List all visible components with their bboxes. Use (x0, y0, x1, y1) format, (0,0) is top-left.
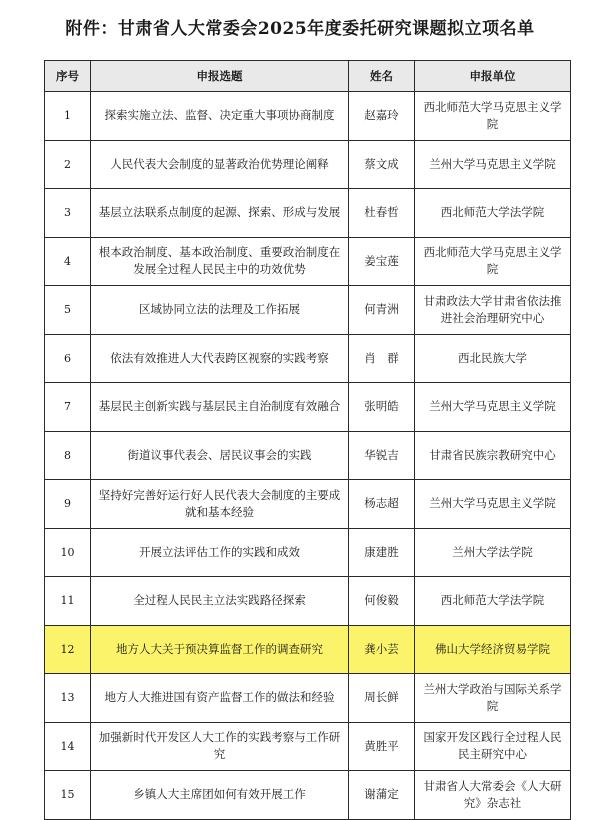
row-unit: 国家开发区践行全过程人民民主研究中心 (415, 722, 571, 771)
row-name: 龚小芸 (349, 625, 415, 674)
table-row (45, 431, 571, 480)
row-unit: 佛山大学经济贸易学院 (415, 625, 571, 674)
row-index: 5 (45, 286, 91, 335)
row-index: 11 (45, 577, 91, 626)
row-topic: 全过程人民民主立法实践路径探索 (91, 577, 349, 626)
header-index: 序号 (45, 61, 91, 92)
row-index: 7 (45, 383, 91, 432)
row-unit: 兰州大学马克思主义学院 (415, 480, 571, 529)
table-row (45, 674, 571, 723)
row-name: 肖 群 (349, 334, 415, 383)
table-row (45, 237, 571, 286)
row-name: 姜宝莲 (349, 237, 415, 286)
table-row (45, 771, 571, 820)
row-name: 何青洲 (349, 286, 415, 335)
row-unit: 甘肃政法大学甘肃省依法推进社会治理研究中心 (415, 286, 571, 335)
row-index: 9 (45, 480, 91, 529)
row-unit: 西北师范大学法学院 (415, 577, 571, 626)
row-name: 杜春哲 (349, 189, 415, 238)
table-header-row (45, 61, 571, 92)
row-topic: 地方人大推进国有资产监督工作的做法和经验 (91, 674, 349, 723)
row-name: 黄胜平 (349, 722, 415, 771)
row-topic: 乡镇人大主席团如何有效开展工作 (91, 771, 349, 820)
row-unit: 兰州大学政治与国际关系学院 (415, 674, 571, 723)
row-index: 13 (45, 674, 91, 723)
document-title: 附件：甘肃省人大常委会2025年度委托研究课题拟立项名单 (65, 19, 535, 39)
row-unit: 甘肃省人大常委会《人大研究》杂志社 (415, 771, 571, 820)
row-unit: 兰州大学马克思主义学院 (415, 383, 571, 432)
row-unit: 西北师范大学马克思主义学院 (415, 92, 571, 141)
row-unit: 兰州大学马克思主义学院 (415, 140, 571, 189)
row-unit: 兰州大学法学院 (415, 528, 571, 577)
table-row (45, 528, 571, 577)
row-name: 谢蒲定 (349, 771, 415, 820)
table-row (45, 722, 571, 771)
header-unit: 申报单位 (415, 61, 571, 92)
row-topic: 基层立法联系点制度的起源、探索、形成与发展 (91, 189, 349, 238)
row-name: 华锐吉 (349, 431, 415, 480)
row-name: 蔡文成 (349, 140, 415, 189)
header-name: 姓名 (349, 61, 415, 92)
project-list-table (44, 60, 571, 820)
row-topic: 根本政治制度、基本政治制度、重要政治制度在发展全过程人民民主中的功效优势 (91, 237, 349, 286)
row-name: 张明皓 (349, 383, 415, 432)
row-topic: 街道议事代表会、居民议事会的实践 (91, 431, 349, 480)
row-topic: 人民代表大会制度的显著政治优势理论阐释 (91, 140, 349, 189)
row-topic: 依法有效推进人大代表跨区视察的实践考察 (91, 334, 349, 383)
row-unit: 甘肃省民族宗教研究中心 (415, 431, 571, 480)
row-index: 8 (45, 431, 91, 480)
table-row (45, 92, 571, 141)
row-name: 周长鲜 (349, 674, 415, 723)
table-row (45, 577, 571, 626)
row-index: 1 (45, 92, 91, 141)
row-index: 4 (45, 237, 91, 286)
table-row (45, 140, 571, 189)
table-row (45, 383, 571, 432)
row-topic: 开展立法评估工作的实践和成效 (91, 528, 349, 577)
table-row (45, 189, 571, 238)
row-unit: 西北师范大学法学院 (415, 189, 571, 238)
row-index: 10 (45, 528, 91, 577)
row-index: 12 (45, 625, 91, 674)
row-unit: 西北师范大学马克思主义学院 (415, 237, 571, 286)
row-topic: 加强新时代开发区人大工作的实践考察与工作研究 (91, 722, 349, 771)
row-index: 14 (45, 722, 91, 771)
row-topic: 地方人大关于预决算监督工作的调查研究 (91, 625, 349, 674)
row-index: 2 (45, 140, 91, 189)
header-topic: 申报选题 (91, 61, 349, 92)
row-name: 杨志超 (349, 480, 415, 529)
row-name: 何俊毅 (349, 577, 415, 626)
table-body (45, 92, 571, 820)
table-row (45, 286, 571, 335)
row-index: 6 (45, 334, 91, 383)
row-index: 3 (45, 189, 91, 238)
row-name: 赵嘉玲 (349, 92, 415, 141)
row-unit: 西北民族大学 (415, 334, 571, 383)
table-row (45, 334, 571, 383)
row-topic: 坚持好完善好运行好人民代表大会制度的主要成就和基本经验 (91, 480, 349, 529)
row-index: 15 (45, 771, 91, 820)
row-topic: 区域协同立法的法理及工作拓展 (91, 286, 349, 335)
row-topic: 基层民主创新实践与基层民主自治制度有效融合 (91, 383, 349, 432)
table-row (45, 625, 571, 674)
row-topic: 探索实施立法、监督、决定重大事项协商制度 (91, 92, 349, 141)
table-row (45, 480, 571, 529)
row-name: 康建胜 (349, 528, 415, 577)
